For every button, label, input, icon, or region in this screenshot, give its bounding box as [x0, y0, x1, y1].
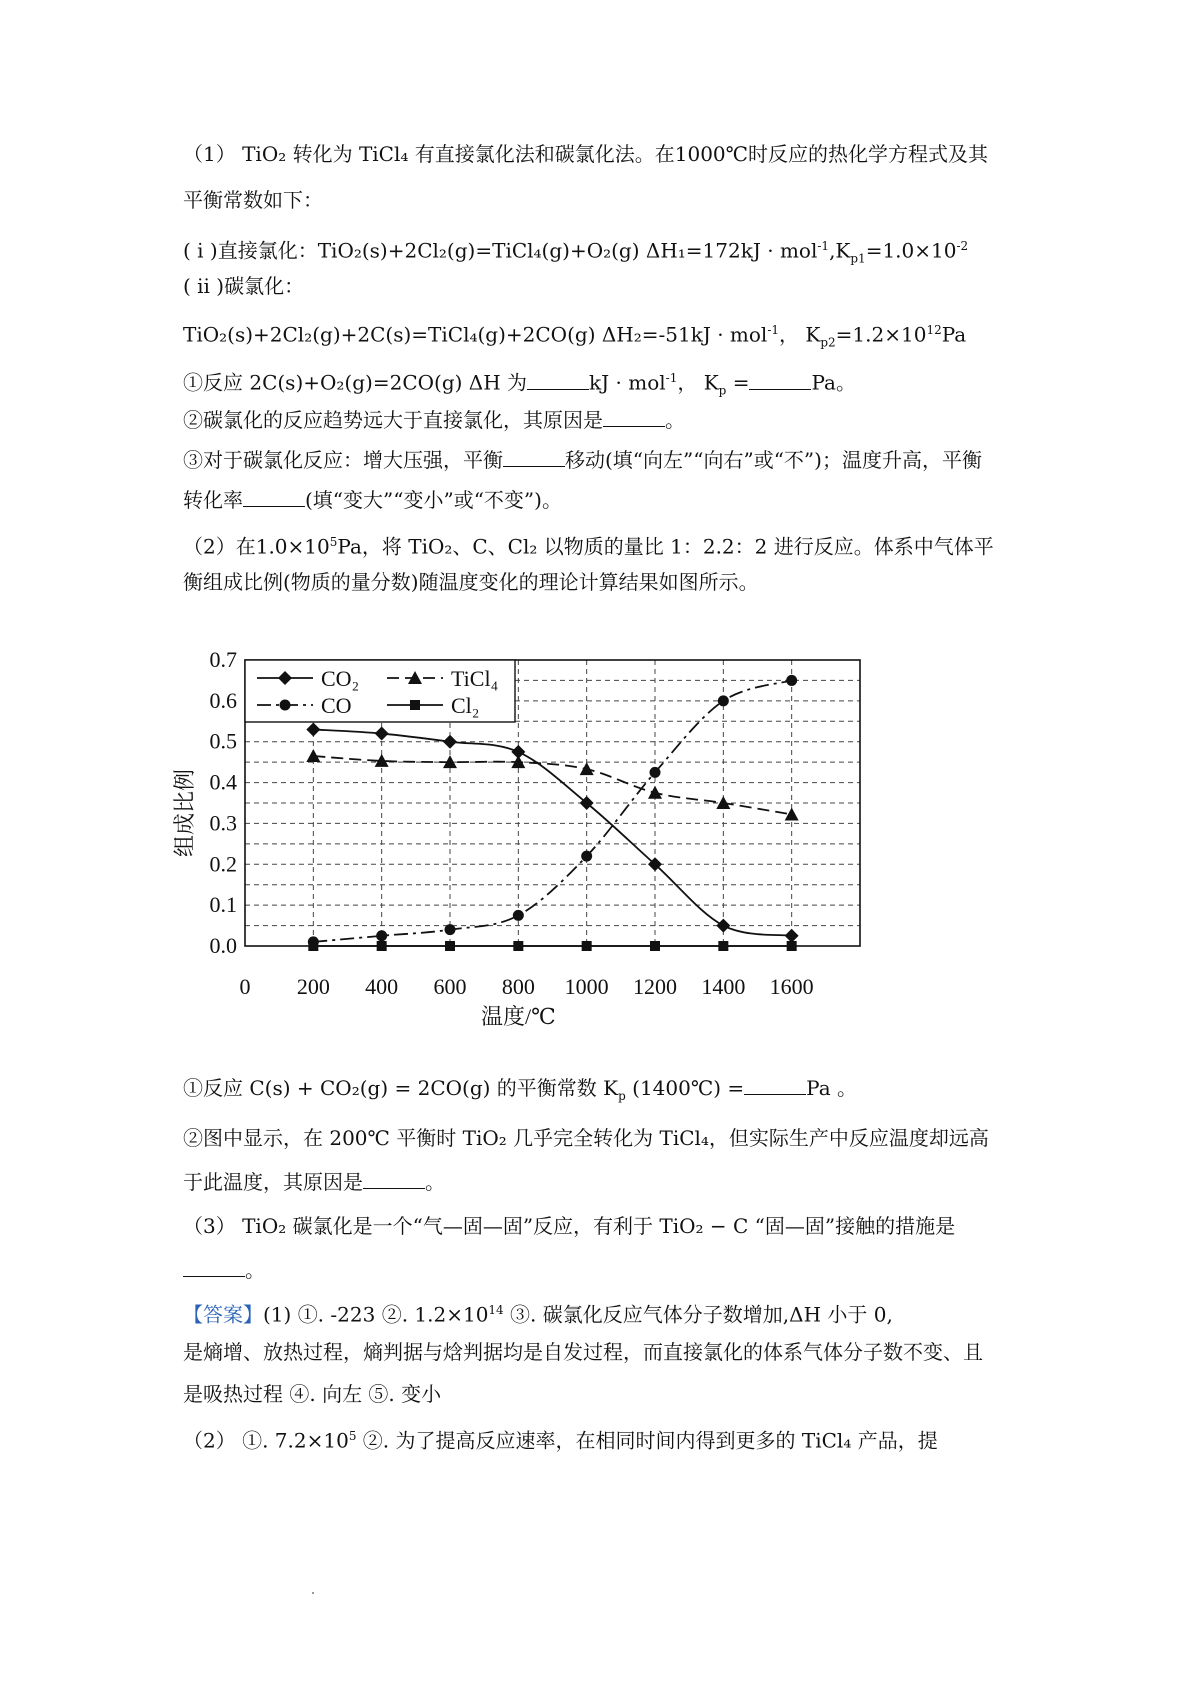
q2-line-2: 衡组成比例(物质的量分数)随温度变化的理论计算结果如图所示。	[183, 570, 759, 594]
x-tick-label: 600	[433, 974, 467, 999]
x-tick-label: 200	[296, 974, 330, 999]
answer-l1sup: 14	[488, 1303, 504, 1317]
data-point	[785, 929, 799, 943]
q1-sub-2	[183, 406, 685, 434]
q2-sub2b-end: 。	[425, 1170, 445, 1194]
q2-l1a: （2）在1.0×10	[183, 534, 330, 559]
q3-end: 。	[245, 1258, 265, 1282]
data-point	[580, 762, 594, 775]
eq-direct-kval: =1.0×10	[865, 238, 957, 263]
q1-line-2: 平衡常数如下：	[183, 188, 323, 212]
eq-carbo-unit: Pa	[941, 322, 967, 347]
data-point	[787, 941, 797, 951]
data-point	[786, 675, 797, 686]
q1-eq-direct	[183, 232, 968, 273]
data-point	[513, 910, 524, 921]
answer-blank	[749, 371, 811, 390]
data-point	[375, 727, 389, 741]
data-point	[648, 786, 662, 799]
q1-sub1-ksub: p	[718, 383, 727, 398]
data-point	[582, 941, 592, 951]
eq-direct-sub: p1	[850, 251, 866, 266]
data-point	[306, 722, 320, 736]
x-tick-label: 1600	[769, 974, 814, 999]
answer-blank	[243, 488, 305, 507]
answer-blank	[183, 1258, 245, 1277]
y-tick-label: 0.2	[209, 851, 237, 877]
eq-carbo-kval: =1.2×10	[835, 322, 927, 347]
q2-sub2b-text: 于此温度，其原因是	[183, 1170, 363, 1194]
eq-direct-sup2: -2	[956, 239, 969, 253]
data-point	[650, 941, 660, 951]
data-point	[443, 735, 457, 749]
answer-blank	[603, 408, 665, 427]
q1-sub1-text: ①反应 2C(s)+O₂(g)=2CO(g) ΔH 为	[183, 370, 528, 395]
data-point	[581, 851, 592, 862]
data-point	[513, 941, 523, 951]
q1-sub-3b	[183, 486, 562, 514]
q2-line-1	[183, 528, 994, 561]
data-point	[445, 924, 456, 935]
eq-carbo-sup1: -1	[767, 323, 780, 337]
eq-direct-sup1: -1	[817, 239, 830, 253]
data-point	[716, 796, 730, 809]
eq-direct-main: ( ⅰ )直接氯化：TiO₂(s)+2Cl₂(g)=TiCl₄(g)+O₂(g) ΔH₁=172kJ · mol	[183, 238, 818, 263]
q2-sub1-sub: p	[618, 1089, 626, 1103]
q1-sub3-text: ③对于碳氯化反应：增大压强，平衡	[183, 448, 503, 472]
q1-sub3b-text: 转化率	[183, 488, 243, 512]
x-tick-label: 0	[239, 974, 251, 999]
q1-sub1-eq: =	[726, 370, 750, 395]
answer-tag: 【答案】	[183, 1302, 263, 1327]
y-tick-label: 0.7	[209, 650, 237, 672]
data-point	[650, 767, 661, 778]
q2-l1sup: 5	[329, 535, 338, 549]
data-point	[280, 700, 291, 711]
x-tick-label: 1200	[633, 974, 677, 999]
data-point	[410, 700, 420, 710]
answer-l4sup: 5	[348, 1429, 357, 1443]
y-tick-label: 0.0	[209, 933, 237, 958]
q1-line-1: （1） TiO₂ 转化为 TiCl₄ 有直接氯化法和碳氯化法。在1000℃时反应的热化学方程式及其	[183, 142, 989, 166]
answer-l4b: ②. 为了提高反应速率，在相同时间内得到更多的 TiCl₄ 产品，提	[356, 1428, 938, 1453]
answer-blank	[503, 448, 565, 467]
x-tick-label: 800	[501, 974, 535, 999]
q1-sub2-end: 。	[665, 408, 685, 432]
legend-label: CO	[321, 693, 352, 718]
answer-blank	[363, 1170, 425, 1189]
answer-line-4	[183, 1422, 938, 1455]
q3-line-2	[183, 1256, 265, 1284]
data-point	[376, 930, 387, 941]
q1-eq-carbo-label: ( ⅱ )碳氯化：	[183, 274, 305, 298]
answer-l1b: ③. 碳氯化反应气体分子数增加,ΔH 小于 0,	[503, 1302, 893, 1327]
answer-line-3: 是吸热过程 ④. 向左 ⑤. 变小	[183, 1382, 442, 1406]
q2-sub-2: ②图中显示，在 200℃ 平衡时 TiO₂ 几乎完全转化为 TiCl₄，但实际生产中反应温度却远高	[183, 1126, 989, 1150]
q1-sub1-pa: Pa。	[811, 370, 856, 395]
q1-sub3-rest: 移动(填“向左”“向右”或“不”)；温度升高，平衡	[565, 448, 982, 472]
q1-sub1-k: ， K	[677, 370, 719, 395]
q1-sub3b-rest: (填“变大”“变小”或“不变”)。	[305, 488, 562, 512]
y-tick-label: 0.4	[209, 769, 237, 795]
data-point	[308, 941, 318, 951]
q2-sub-2b	[183, 1168, 445, 1196]
q1-sub1-unit: kJ · mol	[589, 370, 666, 395]
x-axis-label: 温度/℃	[480, 1004, 556, 1029]
data-point	[718, 695, 729, 706]
data-point	[718, 941, 728, 951]
answer-l1a: (1) ①. -223 ②. 1.2×10	[263, 1302, 489, 1327]
y-tick-label: 0.1	[209, 892, 237, 918]
answer-blank	[527, 371, 589, 390]
eq-carbo-sup2: 12	[926, 323, 942, 337]
answer-blank	[744, 1076, 806, 1095]
data-point	[377, 941, 387, 951]
stray-dot	[312, 1592, 314, 1594]
q1-sub2-text: ②碳氯化的反应趋势远大于直接氯化，其原因是	[183, 408, 603, 432]
answer-l4a: （2） ①. 7.2×10	[183, 1428, 349, 1453]
q1-sub-3	[183, 446, 982, 474]
q2-sub1-text: ①反应 C(s) + CO₂(g) = 2CO(g) 的平衡常数 K	[183, 1076, 619, 1100]
eq-carbo-sub: p2	[820, 335, 836, 350]
q1-sub-1	[183, 364, 856, 405]
x-tick-label: 1000	[564, 974, 609, 999]
x-tick-label: 1400	[701, 974, 746, 999]
eq-carbo-main: TiO₂(s)+2Cl₂(g)+2C(s)=TiCl₄(g)+2CO(g) ΔH₂=-51kJ · mol	[183, 322, 768, 347]
q1-sub1-sup: -1	[665, 371, 678, 385]
y-tick-label: 0.6	[209, 687, 237, 713]
y-tick-label: 0.3	[209, 810, 237, 836]
legend-label: CO₂	[321, 666, 360, 691]
legend-label: Cl₂	[451, 693, 480, 718]
composition-chart	[160, 650, 880, 1030]
eq-direct-k: ,K	[829, 238, 851, 263]
y-axis-label: 组成比例	[172, 768, 197, 858]
q1-eq-carbo	[183, 316, 966, 357]
answer-line-2: 是熵增、放热过程，熵判据与焓判据均是自发过程，而直接氯化的体系气体分子数不变、且	[183, 1340, 983, 1364]
answer-line-1	[183, 1296, 893, 1329]
q2-l1b: Pa，将 TiO₂、C、Cl₂ 以物质的量比 1：2.2：2 进行反应。体系中气体平	[337, 534, 994, 559]
data-point	[445, 941, 455, 951]
q3-line-1: （3） TiO₂ 碳氯化是一个“气—固—固”反应，有利于 TiO₂ − C “固—固”接触的措施是	[183, 1214, 956, 1238]
q2-sub1-temp: (1400℃) =	[625, 1076, 745, 1100]
x-tick-label: 400	[365, 974, 399, 999]
q2-sub1-unit: Pa 。	[806, 1076, 857, 1100]
legend-label: TiCl₄	[451, 666, 499, 691]
y-tick-label: 0.5	[209, 728, 237, 754]
eq-carbo-k: ， K	[779, 322, 821, 347]
q2-sub-1	[183, 1074, 857, 1110]
data-point	[716, 919, 730, 933]
